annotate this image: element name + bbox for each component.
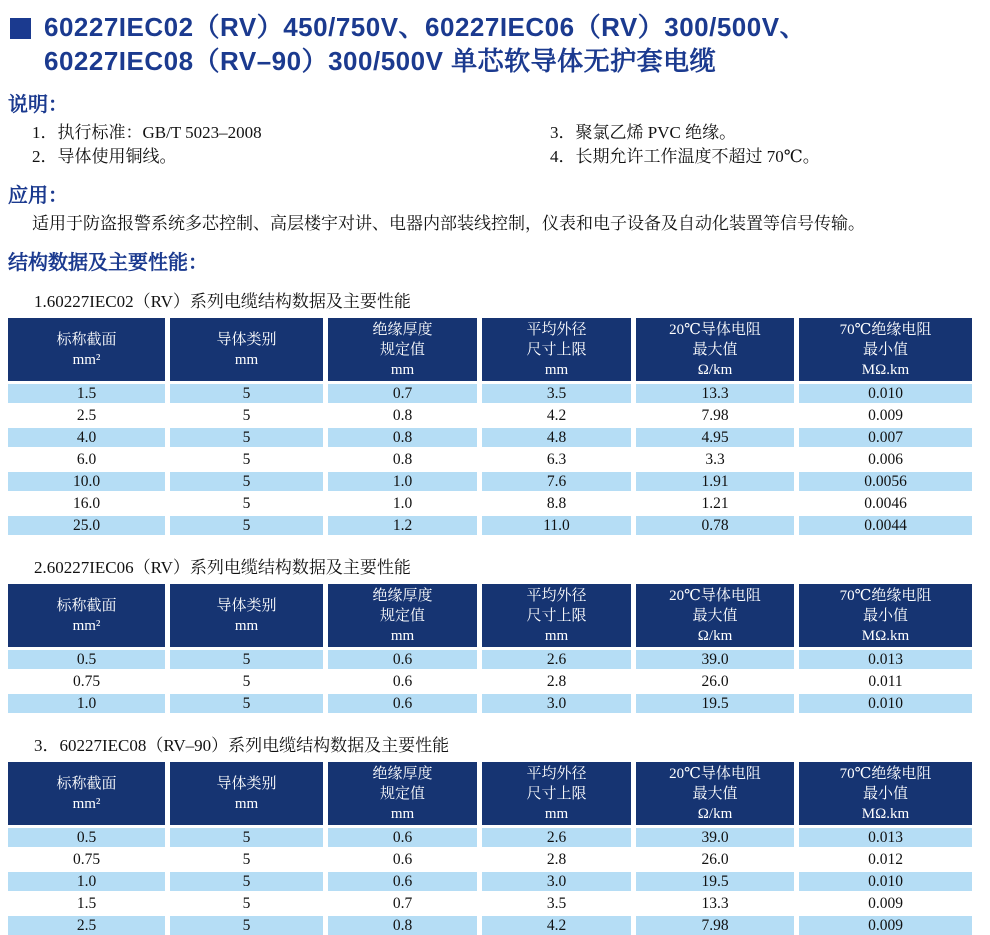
table-cell: 1.0 [8,872,165,891]
table-header-line: mm [234,795,259,812]
table-cell: 0.5 [8,828,165,847]
table-cell: 7.98 [636,916,794,935]
table-cell: 6.3 [546,451,567,468]
table-cell: 5 [170,472,323,491]
table-header-cell [170,762,323,825]
table-header-cell [799,584,972,647]
table-cell: 7.98 [701,407,729,424]
table-cell: 5 [170,650,323,669]
page-title [44,10,806,78]
table-cell: 0.75 [72,673,101,690]
table-cell: 1.5 [76,895,97,912]
table-cell: 0.009 [868,895,903,912]
table-header-line: MΩ.km [861,627,910,644]
table-cell: 5 [170,872,323,891]
table-header-line: mm [390,361,415,378]
table-cell: 0.007 [799,428,972,447]
title-block [8,10,982,78]
table-header-line: 规定值 [379,341,425,358]
table-cell: 5 [170,384,323,403]
table-header-line: Ω/km [697,627,733,644]
table-cell: 1.2 [328,516,477,535]
table-cell: 0.0046 [864,495,907,512]
title-bullet-square-icon [10,18,31,39]
table-row [8,850,972,869]
table-header-line: 尺寸上限 [526,607,587,624]
table-iec02 [8,318,972,535]
application-body: 适用于防盗报警系统多芯控制、高层楼宇对讲、电器内部装线控制，仪表和电子设备及自动化装置等信号传输。 [32,214,865,233]
table-header-line: 尺寸上限 [526,785,587,802]
table-cell: 5 [242,407,251,424]
table-cell: 2.5 [76,407,97,424]
table-cell: 5 [242,895,251,912]
table-cell: 0.010 [799,694,972,713]
table-cell: 5 [242,451,251,468]
table-header-cell [799,762,972,825]
table-header-cell [8,318,165,381]
table-cell: 0.8 [328,916,477,935]
table-header-line: 标称截面 [56,597,117,614]
table-row [8,650,972,669]
table-row [8,672,972,691]
table-cell: 0.6 [328,694,477,713]
table-cell: 3.5 [546,895,567,912]
table-row [8,694,972,713]
table-cell: 0.6 [328,650,477,669]
table-header-cell [170,584,323,647]
table-header-cell [8,762,165,825]
table-header-line: 最大值 [692,341,738,358]
table-header-line: 规定值 [379,607,425,624]
table-header-cell [799,318,972,381]
table-cell: 19.5 [636,694,794,713]
table-header-cell [636,762,794,825]
table-cell: 26.0 [701,851,729,868]
table-header-cell [8,584,165,647]
table-cell: 0.006 [868,451,903,468]
note-item-1: 1．执行标准：GB/T 5023–2008 [32,123,262,142]
table-cell: 10.0 [8,472,165,491]
table-header-line: 70℃绝缘电阻 [839,321,932,338]
table-header-cell [328,584,477,647]
table-header-line: 绝缘厚度 [372,587,433,604]
table-header-line: 导体类别 [216,331,277,348]
table-cell: 4.8 [482,428,631,447]
table-cell: 5 [170,916,323,935]
table-header-line: 20℃导体电阻 [669,321,761,338]
table-header-cell [328,762,477,825]
table-cell: 0.78 [636,516,794,535]
table-cell: 2.8 [546,851,567,868]
table-header-cell [636,318,794,381]
table-header-line: Ω/km [697,361,733,378]
table3-caption: 3．60227IEC08（RV–90）系列电缆结构数据及主要性能 [34,736,450,755]
table-header-line: mm [544,805,569,822]
table-cell: 5 [170,828,323,847]
table-cell: 0.009 [868,407,903,424]
table-cell: 16.0 [72,495,101,512]
table-header-line: 最大值 [692,607,738,624]
table-cell: 0.6 [392,673,413,690]
table1-caption: 1.60227IEC02（RV）系列电缆结构数据及主要性能 [34,292,411,311]
table-cell: 3.3 [705,451,725,468]
table-header-cell [328,318,477,381]
table-header-line: 导体类别 [216,775,277,792]
table-iec08 [8,762,972,935]
table-cell: 11.0 [482,516,631,535]
table-header-row [8,762,972,825]
table-header-line: 平均外径 [526,765,587,782]
table-cell: 26.0 [701,673,729,690]
table-header-line: mm² [72,617,101,634]
table-header-line: 70℃绝缘电阻 [839,587,932,604]
table-cell: 5 [242,673,251,690]
table-header-line: 最大值 [692,785,738,802]
table-cell: 0.013 [799,650,972,669]
table-header-line: 绝缘厚度 [372,765,433,782]
table-row [8,828,972,847]
table-cell: 2.8 [546,673,567,690]
notes-heading: 说明： [8,94,68,116]
table-cell: 2.5 [8,916,165,935]
table-cell: 5 [170,428,323,447]
table-cell: 0.013 [799,828,972,847]
table-row [8,894,972,913]
table-cell: 5 [170,516,323,535]
table-header-line: 导体类别 [216,597,277,614]
table-cell: 0.7 [392,895,413,912]
table-cell: 13.3 [701,895,729,912]
table-header-cell [170,318,323,381]
table-header-line: mm² [72,795,101,812]
table-header-line: mm [544,627,569,644]
notes-column-right [518,121,982,169]
table-cell: 4.95 [636,428,794,447]
table-header-line: mm [390,627,415,644]
note-item-2: 2．导体使用铜线。 [32,147,177,166]
table-cell: 1.5 [8,384,165,403]
table-cell: 0.5 [8,650,165,669]
table-header-line: 最小值 [862,341,908,358]
table-cell: 8.8 [546,495,567,512]
table-cell: 3.0 [482,694,631,713]
table-cell: 3.5 [482,384,631,403]
table-cell: 2.6 [482,650,631,669]
table-header-line: mm [234,617,259,634]
table-header-cell [482,584,631,647]
table-cell: 0.6 [328,828,477,847]
table-cell: 6.0 [76,451,97,468]
table-header-cell [636,584,794,647]
table-header-row [8,584,972,647]
table-header-line: 20℃导体电阻 [669,587,761,604]
table-header-line: mm [234,351,259,368]
table-cell: 39.0 [636,828,794,847]
table-cell: 39.0 [636,650,794,669]
table-row [8,916,972,935]
table-row [8,494,972,513]
table-cell: 0.0044 [799,516,972,535]
table-cell: 0.75 [72,851,101,868]
table-header-cell [482,762,631,825]
table-header-line: mm² [72,351,101,368]
table-header-line: MΩ.km [861,805,910,822]
table-header-line: 规定值 [379,785,425,802]
table-header-line: 最小值 [862,785,908,802]
table-cell: 13.3 [636,384,794,403]
table-header-line: 20℃导体电阻 [669,765,761,782]
table-header-line: mm [544,361,569,378]
table-cell: 5 [242,495,251,512]
table-header-line: 平均外径 [526,587,587,604]
table-header-cell [482,318,631,381]
page-title-line2: 60227IEC08（RV–90）300/500V 单芯软导体无护套电缆 [44,46,717,76]
note-item-4: 4．长期允许工作温度不超过 70℃。 [550,147,820,166]
table-header-row [8,318,972,381]
table-cell: 5 [242,851,251,868]
notes-column-left [8,121,518,169]
table-cell: 0.012 [868,851,903,868]
table-header-line: mm [390,805,415,822]
table-header-line: Ω/km [697,805,733,822]
table-header-line: MΩ.km [861,361,910,378]
table-iec06 [8,584,972,713]
table-cell: 4.2 [546,407,567,424]
table-header-line: 标称截面 [56,775,117,792]
notes-list [8,121,982,169]
table-cell: 1.0 [328,472,477,491]
table-row [8,406,972,425]
table-cell: 4.2 [482,916,631,935]
table-cell: 0.7 [328,384,477,403]
table-row [8,450,972,469]
table-cell: 0.010 [799,872,972,891]
table-header-line: 70℃绝缘电阻 [839,765,932,782]
table-cell: 7.6 [482,472,631,491]
application-heading: 应用： [8,185,68,207]
table-cell: 3.0 [482,872,631,891]
note-item-3: 3．聚氯乙烯 PVC 绝缘。 [550,123,737,142]
table-header-line: 尺寸上限 [526,341,587,358]
table-row [8,384,972,403]
table-cell: 1.0 [392,495,413,512]
table-cell: 19.5 [636,872,794,891]
table-cell: 0.6 [328,872,477,891]
table-cell: 1.21 [701,495,729,512]
table-cell: 0.009 [799,916,972,935]
table-cell: 5 [170,694,323,713]
table-header-line: 平均外径 [526,321,587,338]
table-row [8,516,972,535]
table-header-line: 标称截面 [56,331,117,348]
table-row [8,872,972,891]
table-cell: 25.0 [8,516,165,535]
table-cell: 1.0 [8,694,165,713]
table-row [8,472,972,491]
table-cell: 0.010 [799,384,972,403]
table-cell: 0.8 [392,451,413,468]
table-cell: 1.91 [636,472,794,491]
table-header-line: 绝缘厚度 [372,321,433,338]
structure-heading: 结构数据及主要性能： [8,252,208,274]
table-cell: 0.8 [392,407,413,424]
page-title-line1: 60227IEC02（RV）450/750V、60227IEC06（RV）300/500V、 [44,12,807,42]
table-cell: 4.0 [8,428,165,447]
table-cell: 0.8 [328,428,477,447]
table-row [8,428,972,447]
table-header-line: 最小值 [862,607,908,624]
table2-caption: 2.60227IEC06（RV）系列电缆结构数据及主要性能 [34,558,411,577]
table-cell: 2.6 [482,828,631,847]
table-cell: 0.6 [392,851,413,868]
table-cell: 0.011 [868,673,903,690]
table-cell: 0.0056 [799,472,972,491]
